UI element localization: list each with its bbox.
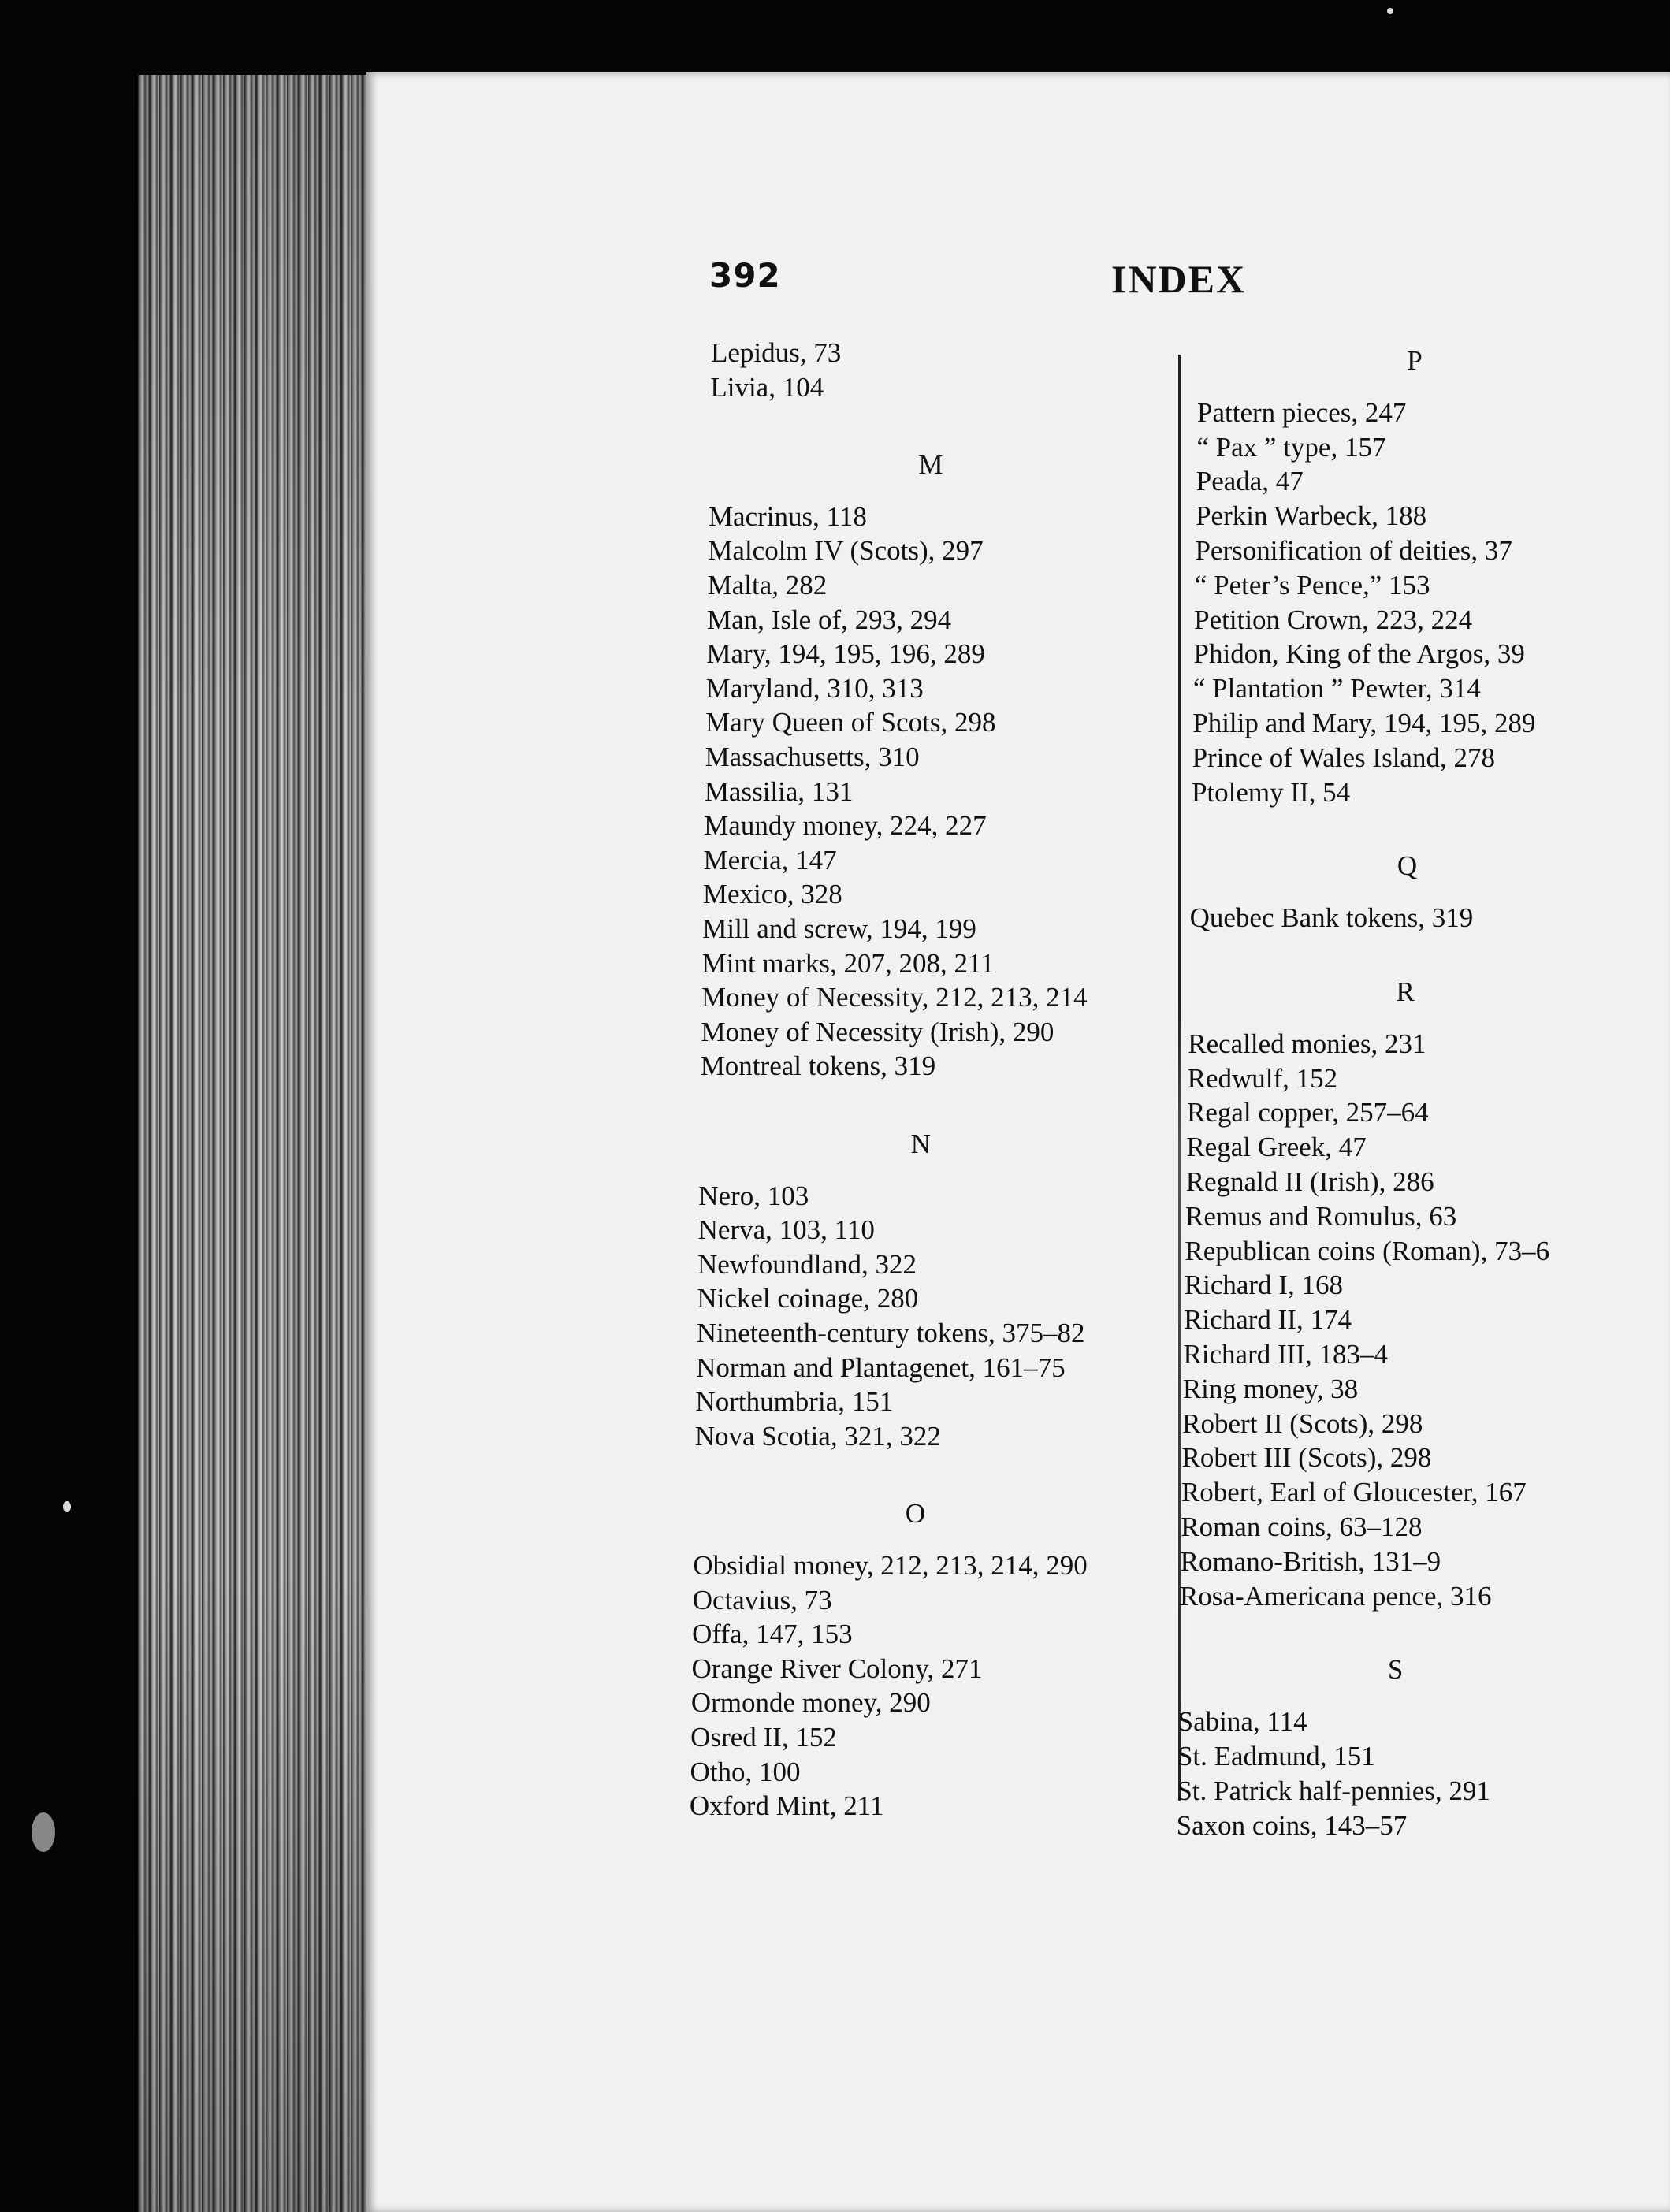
index-entry: Osred II, 152 <box>690 1722 837 1753</box>
index-entry: Mill and screw, 194, 199 <box>702 913 976 944</box>
index-entry: Sabina, 114 <box>1177 1706 1307 1738</box>
index-entry: Obsidial money, 212, 213, 214, 290 <box>693 1550 1088 1581</box>
index-entry: Money of Necessity (Irish), 290 <box>701 1016 1054 1047</box>
index-entry: “ Pax ” type, 157 <box>1196 431 1386 463</box>
index-entry: Mint marks, 207, 208, 211 <box>701 947 995 979</box>
index-entry: Orange River Colony, 271 <box>691 1652 983 1684</box>
index-entry: “ Peter’s Pence,” 153 <box>1194 569 1430 600</box>
index-entry: Republican coins (Roman), 73–6 <box>1185 1235 1550 1266</box>
index-entry: Quebec Bank tokens, 319 <box>1189 902 1474 934</box>
section-letter: M <box>918 449 943 481</box>
index-entry: Ring money, 38 <box>1182 1373 1359 1404</box>
index-entry: Petition Crown, 223, 224 <box>1194 604 1473 635</box>
index-entry: Money of Necessity, 212, 213, 214 <box>701 982 1088 1013</box>
index-entry: Maundy money, 224, 227 <box>704 810 987 842</box>
index-entry: Macrinus, 118 <box>708 500 867 532</box>
index-entry: Remus and Romulus, 63 <box>1185 1200 1457 1232</box>
section-letter: S <box>1387 1654 1404 1686</box>
index-entry: Nero, 103 <box>698 1180 809 1211</box>
index-entry: Mary Queen of Scots, 298 <box>705 707 996 738</box>
index-entry: Mercia, 147 <box>703 844 837 876</box>
index-entry: Regnald II (Irish), 286 <box>1185 1166 1434 1197</box>
index-entry: Pattern pieces, 247 <box>1197 396 1407 428</box>
section-letter: P <box>1407 345 1423 376</box>
index-entry: Saxon coins, 143–57 <box>1176 1809 1408 1841</box>
index-entry: Personification of deities, 37 <box>1195 535 1512 566</box>
index-entry: “ Plantation ” Pewter, 314 <box>1192 673 1481 704</box>
scan-speck <box>1387 8 1393 14</box>
index-entry: Oxford Mint, 211 <box>689 1790 884 1822</box>
scan-speck <box>32 1812 55 1852</box>
index-entry: Maryland, 310, 313 <box>705 672 924 704</box>
index-entry: Livia, 104 <box>710 371 824 403</box>
index-entry: Nerva, 103, 110 <box>697 1214 875 1246</box>
index-entry: Perkin Warbeck, 188 <box>1196 500 1427 532</box>
index-entry: Richard II, 174 <box>1184 1304 1352 1336</box>
index-entry: Otho, 100 <box>690 1756 801 1787</box>
page-title: INDEX <box>1111 257 1247 301</box>
index-entry: St. Patrick half-pennies, 291 <box>1177 1775 1490 1806</box>
index-entry: Prince of Wales Island, 278 <box>1192 742 1495 773</box>
index-entry: Newfoundland, 322 <box>697 1248 917 1280</box>
index-entry: Malta, 282 <box>707 570 828 600</box>
index-entry: St. Eadmund, 151 <box>1177 1741 1375 1771</box>
index-entry: Nickel coinage, 280 <box>697 1283 919 1314</box>
index-entry: Lepidus, 73 <box>711 337 842 368</box>
index-entry: Northumbria, 151 <box>695 1386 894 1418</box>
index-entry: Ormonde money, 290 <box>690 1687 931 1719</box>
index-entry: Mary, 194, 195, 196, 289 <box>706 638 985 670</box>
index-entry: Rosa-Americana pence, 316 <box>1179 1580 1492 1612</box>
index-entry: Richard I, 168 <box>1184 1270 1343 1301</box>
section-letter: Q <box>1397 850 1418 882</box>
book-page <box>366 72 1670 2212</box>
index-entry: Recalled monies, 231 <box>1188 1028 1426 1059</box>
index-entry: Man, Isle of, 293, 294 <box>707 604 952 635</box>
index-entry: Nineteenth-century tokens, 375–82 <box>696 1318 1085 1348</box>
index-entry: Malcolm IV (Scots), 297 <box>708 535 984 567</box>
index-entry: Octavius, 73 <box>692 1584 832 1615</box>
index-entry: Roman coins, 63–128 <box>1181 1511 1423 1542</box>
index-entry: Peada, 47 <box>1196 466 1304 497</box>
index-entry: Regal copper, 257–64 <box>1186 1097 1429 1128</box>
index-entry: Nova Scotia, 321, 322 <box>694 1420 941 1452</box>
index-entry: Massilia, 131 <box>704 775 854 807</box>
index-entry: Robert II (Scots), 298 <box>1182 1407 1423 1439</box>
book-page-edges-shade <box>138 75 374 2212</box>
section-letter: O <box>905 1498 925 1530</box>
section-letter: N <box>910 1128 931 1159</box>
index-entry: Norman and Plantagenet, 161–75 <box>696 1351 1066 1383</box>
index-entry: Richard III, 183–4 <box>1183 1339 1388 1370</box>
index-entry: Massachusetts, 310 <box>705 742 920 772</box>
index-entry: Philip and Mary, 194, 195, 289 <box>1192 708 1536 738</box>
index-entry: Robert, Earl of Gloucester, 167 <box>1181 1477 1527 1508</box>
index-entry: Mexico, 328 <box>702 879 842 910</box>
index-entry: Regal Greek, 47 <box>1186 1132 1367 1163</box>
index-entry: Offa, 147, 153 <box>692 1619 853 1650</box>
index-entry: Robert III (Scots), 298 <box>1181 1442 1432 1474</box>
section-letter: R <box>1396 976 1415 1007</box>
index-entry: Phidon, King of the Argos, 39 <box>1193 638 1525 670</box>
page-number: 392 <box>709 256 781 295</box>
index-entry: Ptolemy II, 54 <box>1191 776 1351 808</box>
scan-speck <box>63 1501 71 1512</box>
index-entry: Romano-British, 131–9 <box>1180 1545 1441 1577</box>
index-entry: Redwulf, 152 <box>1187 1062 1338 1094</box>
index-entry: Montreal tokens, 319 <box>700 1050 936 1082</box>
